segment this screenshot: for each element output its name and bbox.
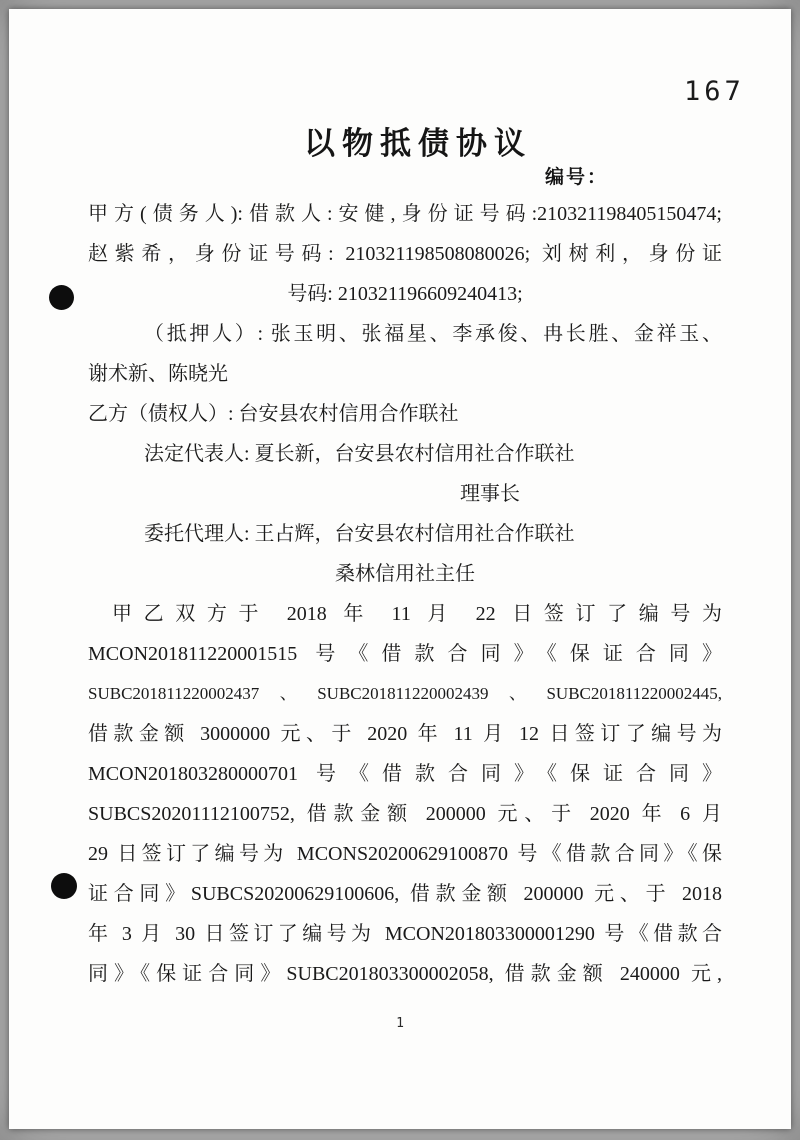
doc-line: 年 3 月 30 日签订了编号为 MCON201803300001290 号《借款合 [88,923,722,945]
page-stamp-number: 167 [684,76,745,107]
doc-line: 法定代表人: 夏长新，台安县农村信用社合作联社 [144,443,575,465]
doc-line: 甲方(债务人):借款人:安健,身份证号码:210321198405150474; [88,203,722,225]
doc-line: 证合同》SUBCS20200629100606, 借款金额 200000 元、于 2018 [88,883,722,905]
doc-line: 号码: 210321196609240413; [287,283,523,305]
doc-line: 借款金额 3000000 元、于 2020 年 11 月 12 日签订了编号为 [88,723,722,745]
doc-line: 桑林信用社主任 [335,563,475,585]
doc-line: 甲乙双方于 2018 年 11 月 22 日签订了编号为 [112,603,722,625]
document-title: 以物抵债协议 [304,126,532,161]
doc-line: 乙方（债权人）: 台安县农村信用合作联社 [88,403,459,425]
doc-line: 同》《保证合同》SUBC201803300002058, 借款金额 240000 元, [88,963,722,985]
doc-line: MCON201811220001515 号《借款合同》《保证合同》 [88,643,722,665]
footer-page-number: 1 [396,1016,404,1031]
doc-line: （抵押人）: 张玉明、张福星、李承俊、冉长胜、金祥玉、 [144,323,722,345]
doc-line: 赵紫希，身份证号码: 210321198508080026; 刘树利，身份证 [88,243,722,265]
doc-line: SUBC201811220002437、SUBC201811220002439、SUBC201811220002445, [88,684,722,703]
document-number-label: 编号： [545,167,609,188]
doc-line: MCON201803280000701 号《借款合同》《保证合同》 [88,763,722,785]
doc-line: 委托代理人: 王占辉，台安县农村信用社合作联社 [144,523,575,545]
doc-line: 理事长 [460,483,520,505]
doc-line: SUBCS20201112100752, 借款金额 200000 元、于 2020 年 6 月 [88,803,722,825]
doc-line: 谢术新、陈晓光 [88,363,228,385]
doc-line: 29 日签订了编号为 MCONS20200629100870 号《借款合同》《保 [88,843,722,865]
document-body [88,194,722,994]
hole-punch-dot [49,285,74,310]
hole-punch-dot [51,873,77,899]
